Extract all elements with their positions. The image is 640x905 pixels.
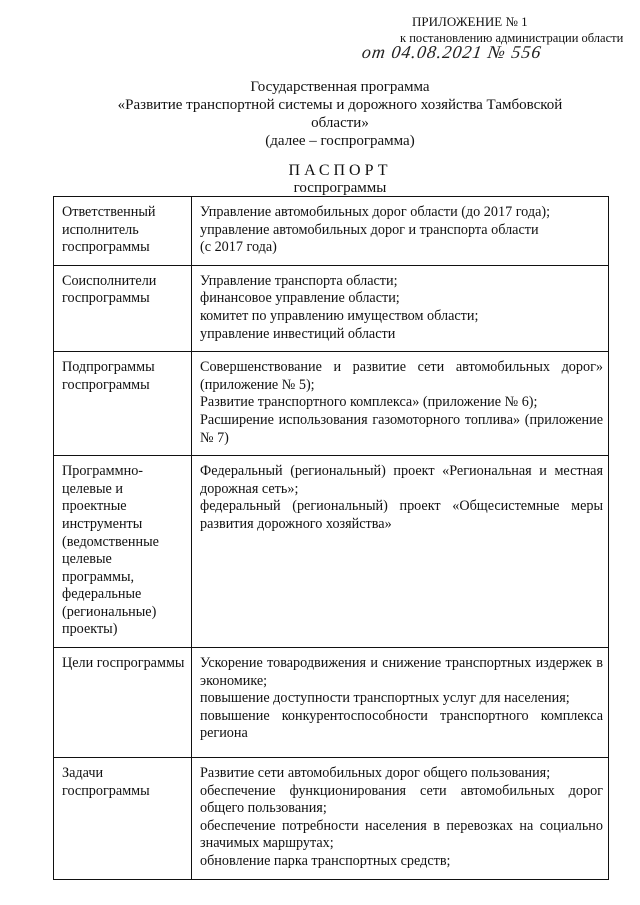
row-label-line: госпрограммы [62,239,150,256]
row-value-line: Расширение использования газомоторного топлива» (приложение № 7) [200,411,603,446]
row-value-line: управление автомобильных дорог и транспорта области [200,221,539,238]
row-value-line: Управление транспорта области; [200,272,398,289]
row-label-line: федеральные [62,586,142,603]
row-label-cell [54,352,192,456]
row-value-line: обновление парка транспортных средств; [200,853,451,870]
row-value-line: (с 2017 года) [200,239,277,256]
row-value-line: Ускорение товародвижения и снижение транспортных издержек в экономике; [200,655,603,689]
row-label-line: целевые [62,551,112,568]
row-value-cell [192,265,609,351]
row-value-cell [192,648,609,758]
passport-table [53,196,609,880]
row-value-line: обеспечение потребности населения в перевозках на социально значимых маршрутах; [200,817,603,852]
row-value-line: Развитие сети автомобильных дорог общего пользования; [200,765,551,782]
row-label-line: госпрограммы [62,782,150,799]
row-label-line: исполнитель [62,221,139,238]
title-line-4: (далее – госпрограмма) [265,133,415,149]
row-label-cell [54,648,192,758]
row-label-line: инструменты [62,515,143,532]
row-label-line: Подпрограммы [62,359,155,376]
row-value-line: повышение доступности транспортных услуг для населения; [200,690,570,707]
row-label-line: проектные [62,498,127,515]
row-value-line: Совершенствование и развитие сети автомобильных дорог» (приложение № 5); [200,359,603,393]
row-label-line: программы, [62,568,135,585]
row-value-line: финансовое управление области; [200,290,400,307]
row-label-line: целевые и [62,480,123,497]
row-value-cell [192,197,609,266]
row-label-line: (ведомственные [62,533,159,550]
passport-row [54,197,609,266]
title-line-3: области» [311,115,369,131]
row-label-line: (региональные) [62,603,157,620]
row-label-line: проекты) [62,621,118,638]
passport-row [54,758,609,880]
passport-row [54,352,609,456]
row-value-line: повышение конкурентоспособности транспортного комплекса региона [200,707,603,742]
title-line-1: Государственная программа [250,79,430,95]
row-label-line: Ответственный [62,204,156,220]
row-value-cell [192,352,609,456]
row-value-line: Федеральный (региональный) проект «Региональная и местная дорожная сеть»; [200,463,603,497]
row-label-line: Задачи [62,765,104,782]
row-label-cell [54,197,192,266]
row-value-line: Развитие транспортного комплекса» (приложение № 6); [200,394,538,411]
row-label-line: госпрограммы [62,376,150,393]
row-label-line: госпрограммы [62,290,150,307]
row-value-cell [192,456,609,648]
row-label-cell [54,456,192,648]
row-value-line: федеральный (региональный) проект «Общесистемные меры развития дорожного хозяйства» [200,498,603,532]
passport-subheading: госпрограммы [293,180,387,196]
row-value-line: обеспечение функционирования сети автомобильных дорог общего пользования; [200,782,603,817]
passport-heading-block [60,162,620,196]
row-label-line: Соисполнители [62,272,157,289]
row-value-line: Управление автомобильных дорог области (до 2017 года); [200,204,551,220]
row-label-cell [54,265,192,351]
title-line-2: «Развитие транспортной системы и дорожного хозяйства Тамбовской [117,97,563,113]
program-title [60,78,620,150]
row-label-cell [54,758,192,880]
row-value-line: комитет по управлению имуществом области; [200,307,479,324]
row-value-cell [192,758,609,880]
appendix-number: ПРИЛОЖЕНИЕ № 1 [412,14,528,29]
passport-row [54,648,609,758]
row-value-line: управление инвестиций области [200,325,396,342]
row-label-line: Программно- [62,463,144,480]
handwritten-date-number: от 04.08.2021 № 556 [360,42,543,62]
appendix-resolution-ref: к постановлению администрации области [400,31,624,45]
row-label-line: Цели госпрограммы [62,655,185,672]
passport-heading: ПАСПОРТ [288,162,392,179]
passport-row [54,265,609,351]
passport-row [54,456,609,648]
